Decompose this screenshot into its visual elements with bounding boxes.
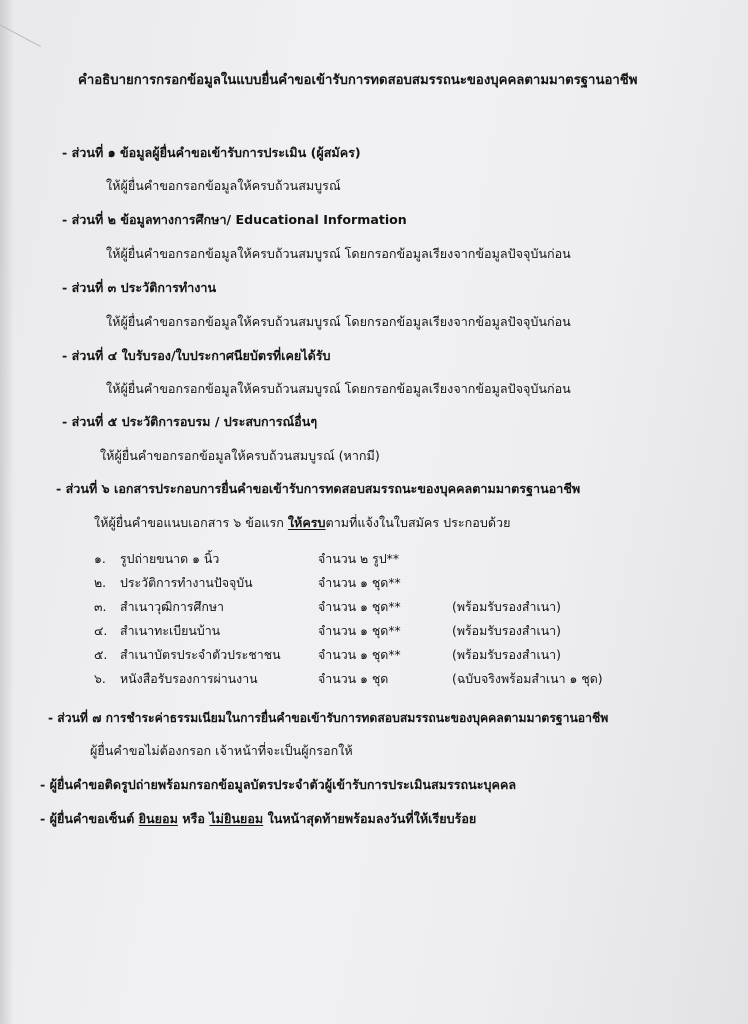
item-name: ประวัติการทำงานปัจจุบัน: [120, 575, 253, 590]
section-6-intro-text: ให้ผู้ยื่นคำขอแนบเอกสาร ๖ ข้อแรก: [94, 515, 288, 530]
item-name: รูปถ่ายขนาด ๑ นิ้ว: [120, 551, 220, 566]
item-name: สำเนาทะเบียนบ้าน: [120, 623, 221, 638]
section-1-heading: - ส่วนที่ ๑ ข้อมูลผู้ยื่นคำขอเข้ารับการประเมิน (ผู้สมัคร): [62, 145, 361, 160]
signature-note-or: หรือ: [177, 811, 210, 826]
item-number: ๑.: [94, 551, 106, 566]
section-2-detail: ให้ผู้ยื่นคำขอกรอกข้อมูลให้ครบถ้วนสมบูรณ์ โดยกรอกข้อมูลเรียงจากข้อมูลปัจจุบันก่อน: [106, 246, 571, 261]
consent-option-agree: ยินยอม: [138, 811, 178, 826]
section-1-detail: ให้ผู้ยื่นคำขอกรอกข้อมูลให้ครบถ้วนสมบูรณ์: [106, 178, 341, 193]
photo-note: - ผู้ยื่นคำขอติดรูปถ่ายพร้อมกรอกข้อมูลบัตรประจำตัวผู้เข้ารับการประเมินสมรรถนะบุคคล: [40, 777, 517, 792]
item-number: ๖.: [94, 671, 106, 686]
item-note: (พร้อมรับรองสำเนา): [452, 623, 561, 638]
section-6-intro: [94, 515, 510, 531]
item-number: ๕.: [94, 647, 108, 662]
signature-note-rest: ในหน้าสุดท้ายพร้อมลงวันที่ให้เรียบร้อย: [263, 811, 477, 826]
section-4-heading: - ส่วนที่ ๔ ใบรับรอง/ใบประกาศนียบัตรที่เคยได้รับ: [62, 348, 331, 363]
document-title: คำอธิบายการกรอกข้อมูลในแบบยื่นคำขอเข้ารับการทดสอบสมรรถนะของบุคคลตามมาตรฐานอาชีพ: [78, 73, 638, 88]
section-2-heading: - ส่วนที่ ๒ ข้อมูลทางการศึกษา/ Educational Information: [62, 212, 407, 227]
item-note: (ฉบับจริงพร้อมสำเนา ๑ ชุด): [452, 671, 603, 686]
section-6-heading: - ส่วนที่ ๖ เอกสารประกอบการยื่นคำขอเข้ารับการทดสอบสมรรถนะของบุคคลตามมาตรฐานอาชีพ: [56, 481, 581, 496]
item-number: ๓.: [94, 599, 107, 614]
item-quantity: จำนวน ๑ ชุด**: [318, 599, 401, 614]
item-note: (พร้อมรับรองสำเนา): [452, 599, 561, 614]
section-3-detail: ให้ผู้ยื่นคำขอกรอกข้อมูลให้ครบถ้วนสมบูรณ์ โดยกรอกข้อมูลเรียงจากข้อมูลปัจจุบันก่อน: [106, 314, 571, 329]
page-edge-shadow: [0, 0, 14, 1024]
section-4-detail: ให้ผู้ยื่นคำขอกรอกข้อมูลให้ครบถ้วนสมบูรณ์ โดยกรอกข้อมูลเรียงจากข้อมูลปัจจุบันก่อน: [106, 381, 571, 396]
signature-note-text: - ผู้ยื่นคำขอเซ็นต์: [40, 811, 139, 826]
item-note: (พร้อมรับรองสำเนา): [452, 647, 561, 662]
item-quantity: จำนวน ๑ ชุด**: [318, 575, 401, 590]
section-7-heading: - ส่วนที่ ๗ การชำระค่าธรรมเนียมในการยื่นคำขอเข้ารับการทดสอบสมรรถนะของบุคคลตามมาตรฐานอาชีพ: [48, 711, 609, 725]
section-5-heading: - ส่วนที่ ๕ ประวัติการอบรม / ประสบการณ์อื่นๆ: [62, 414, 318, 429]
section-5-detail: ให้ผู้ยื่นคำขอกรอกข้อมูลให้ครบถ้วนสมบูรณ์ (หากมี): [100, 448, 380, 463]
consent-option-disagree: ไม่ยินยอม: [209, 811, 264, 826]
item-quantity: จำนวน ๒ รูป**: [318, 551, 400, 566]
section-6-intro-rest: ตามที่แจ้งในใบสมัคร ประกอบด้วย: [325, 515, 511, 530]
section-7-detail: ผู้ยื่นคำขอไม่ต้องกรอก เจ้าหน้าที่จะเป็นผู้กรอกให้: [90, 743, 353, 758]
item-quantity: จำนวน ๑ ชุด**: [318, 647, 401, 662]
item-name: สำเนาวุฒิการศึกษา: [120, 599, 224, 614]
signature-note: [40, 811, 476, 827]
item-quantity: จำนวน ๑ ชุด: [318, 671, 389, 686]
item-number: ๔.: [94, 623, 108, 638]
item-name: สำเนาบัตรประจำตัวประชาชน: [120, 647, 281, 662]
section-3-heading: - ส่วนที่ ๓ ประวัติการทำงาน: [62, 280, 217, 295]
item-number: ๒.: [94, 575, 107, 590]
item-name: หนังสือรับรองการผ่านงาน: [120, 671, 258, 686]
section-6-intro-emphasis: ให้ครบ: [287, 515, 326, 530]
item-quantity: จำนวน ๑ ชุด**: [318, 623, 401, 638]
